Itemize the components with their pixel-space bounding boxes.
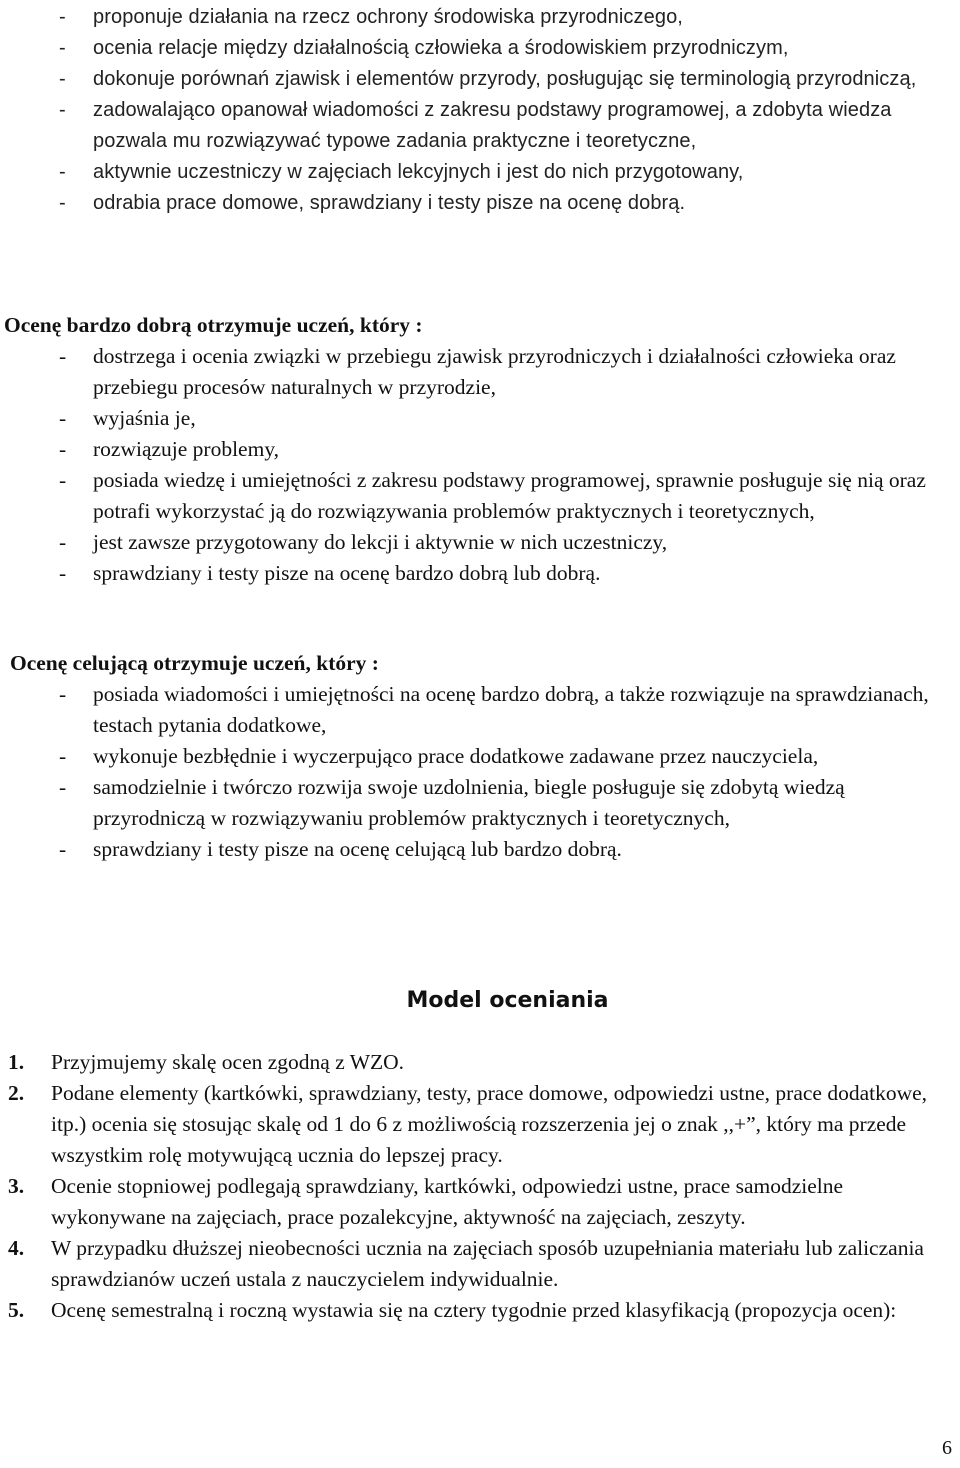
dash-bullet: - — [59, 744, 67, 768]
dash-bullet: - — [59, 6, 66, 28]
intro-criteria-list — [0, 2, 955, 219]
list-item: 3. Ocenie stopniowej podlegają sprawdziany, kartkówki, odpowiedzi ustne, prace samodzielne wykonywane na zajęciach, prace pozalekcyjne, aktywność na zajęciach, zeszyty. — [0, 1171, 955, 1233]
list-item: - posiada wiedzę i umiejętności z zakresu podstawy programowej, sprawnie posługuje się nią oraz potrafi wykorzystać ją do rozwiązywania problemów praktycznych i teoretycznych, — [0, 465, 960, 527]
list-item: - wyjaśnia je, — [0, 403, 960, 434]
list-item: - ocenia relacje między działalnością człowieka a środowiskiem przyrodniczym, — [0, 33, 955, 64]
item-number: 5. — [8, 1298, 25, 1322]
list-item: 4. W przypadku dłuższej nieobecności ucznia na zajęciach sposób uzupełniania materiału lub zaliczania sprawdzianów uczeń ustala z nauczycielem indywidualnie. — [0, 1233, 955, 1295]
list-item: 2. Podane elementy (kartkówki, sprawdziany, testy, prace domowe, odpowiedzi ustne, prace dodatkowe, itp.) ocenia się stosując skalę od 1 do 6 z możliwością rozszerzenia jej o znak ,,+”, który ma przede wszystkim rolę motywującą ucznia do lepszej pracy. — [0, 1078, 955, 1171]
list-item: - proponuje działania na rzecz ochrony środowiska przyrodniczego, — [0, 2, 955, 33]
model-title: Model oceniania — [406, 988, 609, 1013]
dash-bullet: - — [59, 775, 67, 799]
criteria-list — [0, 679, 960, 865]
dash-bullet: - — [59, 468, 67, 492]
list-item: - samodzielnie i twórczo rozwija swoje uzdolnienia, biegle posługuje się zdobytą wiedzą przyrodniczą w rozwiązywaniu problemów praktycznych i teoretycznych, — [0, 772, 960, 834]
dash-bullet: - — [59, 837, 67, 861]
dash-bullet: - — [59, 192, 66, 214]
list-item: - zadowalająco opanował wiadomości z zakresu podstawy programowej, a zdobyta wiedza pozwala mu rozwiązywać typowe zadania praktyczne i teoretyczne, — [0, 95, 955, 157]
list-item: - sprawdziany i testy pisze na ocenę bardzo dobrą lub dobrą. — [0, 558, 960, 589]
list-item: - odrabia prace domowe, sprawdziany i testy pisze na ocenę dobrą. — [0, 188, 955, 219]
list-item: - posiada wiadomości i umiejętności na ocenę bardzo dobrą, a także rozwiązuje na sprawdzianach, testach pytania dodatkowe, — [0, 679, 960, 741]
section-celujaca — [0, 648, 960, 865]
dash-bullet: - — [59, 37, 66, 59]
page-number: 6 — [942, 1437, 952, 1459]
dash-bullet: - — [59, 682, 67, 706]
item-number: 4. — [8, 1236, 25, 1260]
list-item: - rozwiązuje problemy, — [0, 434, 960, 465]
list-item: - sprawdziany i testy pisze na ocenę celującą lub bardzo dobrą. — [0, 834, 960, 865]
list-item: - wykonuje bezbłędnie i wyczerpująco prace dodatkowe zadawane przez nauczyciela, — [0, 741, 960, 772]
dash-bullet: - — [59, 561, 67, 585]
dash-bullet: - — [59, 406, 67, 430]
dash-bullet: - — [59, 437, 67, 461]
list-item: 5. Ocenę semestralną i roczną wystawia się na cztery tygodnie przed klasyfikacją (propozycja ocen): — [0, 1295, 955, 1326]
dash-bullet: - — [59, 344, 67, 368]
model-list — [0, 1047, 955, 1326]
criteria-list — [0, 341, 960, 589]
item-number: 3. — [8, 1174, 25, 1198]
section-bardzo-dobra — [0, 310, 960, 589]
item-number: 1. — [8, 1050, 25, 1074]
dash-bullet: - — [59, 530, 67, 554]
list-item: - dostrzega i ocenia związki w przebiegu zjawisk przyrodniczych i działalności człowieka oraz przebiegu procesów naturalnych w przyrodzie, — [0, 341, 960, 403]
dash-bullet: - — [59, 161, 66, 183]
list-item: 1. Przyjmujemy skalę ocen zgodną z WZO. — [0, 1047, 955, 1078]
list-item: - aktywnie uczestniczy w zajęciach lekcyjnych i jest do nich przygotowany, — [0, 157, 955, 188]
list-item: - dokonuje porównań zjawisk i elementów przyrody, posługując się terminologią przyrodniczą, — [0, 64, 955, 95]
section-heading: Ocenę bardzo dobrą otrzymuje uczeń, który : — [4, 313, 423, 337]
dash-bullet: - — [59, 99, 66, 121]
dash-bullet: - — [59, 68, 66, 90]
item-number: 2. — [8, 1081, 25, 1105]
section-heading: Ocenę celującą otrzymuje uczeń, który : — [10, 651, 379, 675]
list-item: - jest zawsze przygotowany do lekcji i aktywnie w nich uczestniczy, — [0, 527, 960, 558]
